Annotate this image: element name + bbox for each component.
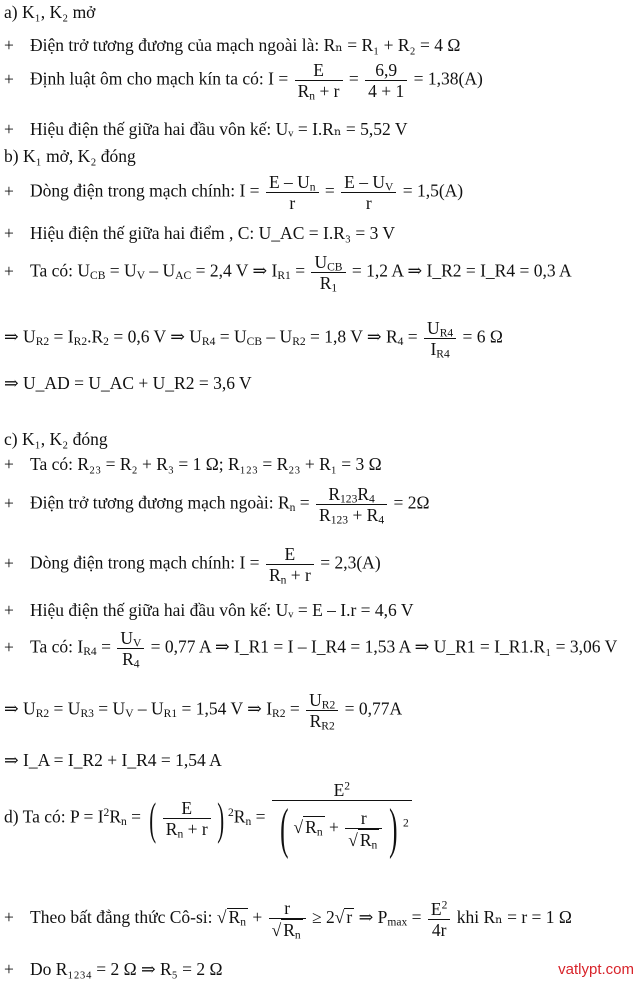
frac-d-e: $\frac{E}{R_n + r}$ <box>163 798 211 839</box>
frac-b-r4: $\frac{U_{R4}}{I_{R4}}$ <box>424 318 456 359</box>
line-b5: ⇒ U_AD = U_AC + U_R2 = 3,6 V <box>4 373 252 393</box>
frac-c-i: $\frac{E}{R_n + r}$ <box>266 544 314 585</box>
frac-c-rn: $\frac{R_{123}R_4}{R_{123} + R_4}$ <box>316 484 387 525</box>
frac-c-ir4: $\frac{U_V}{R_4}$ <box>117 628 144 669</box>
line-d1: d) Ta có: $P = I^2R_n$ = ( $\frac{E}{R_n + r}$ ) $^2R_n$ = $E^2$ ( √ $R_n$ + $\frac{r}{√ R_n}$ ) $^2$ <box>4 780 414 857</box>
line-d3: + Do R₁₂₃₄ = 2 Ω ⇒ R₅ = 2 Ω <box>4 959 223 979</box>
line-b3: + Ta có: $U_{CB} = U_V - U_{AC} = 2,4$ V ⇒ $I_{R1}$ = $\frac{U_{CB}}{R_1}$ = 1,2 A ⇒ I_R2 = I_R4 = 0,3 A <box>4 252 572 295</box>
frac-b-ir1: $\frac{U_{CB}}{R_1}$ <box>311 252 345 293</box>
line-c1: + Ta có: R₂₃ = R₂ + R₃ = 1 Ω; R₁₂₃ = R₂₃ + R₁ = 3 Ω <box>4 454 382 474</box>
section-c-heading: c) K₁, K₂ đóng <box>4 429 108 449</box>
line-c6: ⇒ $U_{R2} = U_{R3} = U_V - U_{R1} = 1,54$ V ⇒ $I_{R2}$ = $\frac{U_{R2}}{R_{R2}}$ = 0,77A <box>4 690 403 733</box>
frac-d-cosi: $\frac{r}{√ R_n}$ <box>269 898 306 940</box>
line-b2: + Hiệu điện thế giữa hai điểm , C: U_AC = I.R₃ = 3 V <box>4 223 396 243</box>
line-c2: + Điện trở tương đương mạch ngoài: $R_n$ = $\frac{R_{123}R_4}{R_{123} + R_4}$ = 2Ω <box>4 484 430 527</box>
frac-a-values: $\frac{6,9}{4 + 1}$ <box>365 60 407 101</box>
line-a3: + Hiệu điện thế giữa hai đầu vôn kế: Uᵥ = I.Rₙ = 5,52 V <box>4 119 408 139</box>
frac-a-i: $\frac{E}{R_n + r}$ <box>295 60 343 101</box>
line-c4: + Hiệu điện thế giữa hai đầu vôn kế: Uᵥ = E – I.r = 4,6 V <box>4 600 414 620</box>
line-a1: + Điện trở tương đương của mạch ngoài là: Rₙ = R₁ + R₂ = 4 Ω <box>4 35 461 55</box>
section-a-heading: a) K₁, K₂ mở <box>4 2 96 22</box>
frac-b-i2: $\frac{E - U_V}{r}$ <box>341 172 396 213</box>
frac-d-p: $E^2$ ( √ $R_n$ + $\frac{r}{√ R_n}$ ) $^2$ <box>272 780 412 857</box>
line-a2: + Định luật ôm cho mạch kín ta có: I = $\frac{E}{R_n + r}$ = $\frac{6,9}{4 + 1}$ = 1,38(A) <box>4 60 483 103</box>
line-d2: + Theo bất đẳng thức Cô-si: √ $R_n$ + $\frac{r}{√ R_n}$ ≥ 2√ r ⇒ $P_{max}$ = $\frac{E^2}{4r}$ khi Rₙ = r = 1 Ω <box>4 898 572 942</box>
watermark: vatlypt.com <box>558 961 634 978</box>
line-b4: ⇒ $U_{R2} = I_{R2}.R_2 = 0,6$ V ⇒ $U_{R4} = U_{CB} - U_{R2} = 1,8$ V ⇒ $R_4$ = $\frac{U_{R4}}{I_{R4}}$ = 6 Ω <box>4 318 503 361</box>
frac-d-pmax: $\frac{E^2}{4r}$ <box>428 899 450 940</box>
section-b-heading: b) K₁ mở, K₂ đóng <box>4 146 136 166</box>
line-c7: ⇒ I_A = I_R2 + I_R4 = 1,54 A <box>4 750 222 770</box>
line-c5: + Ta có: $I_{R4}$ = $\frac{U_V}{R_4}$ = 0,77 A ⇒ I_R1 = I – I_R4 = 1,53 A ⇒ U_R1 = I_R1.R₁ = 3,06 V <box>4 628 618 671</box>
frac-c-ir2: $\frac{U_{R2}}{R_{R2}}$ <box>306 690 338 731</box>
line-b1: + Dòng điện trong mạch chính: I = $\frac{E - U_n}{r}$ = $\frac{E - U_V}{r}$ = 1,5(A) <box>4 172 464 214</box>
line-c3: + Dòng điện trong mạch chính: I = $\frac{E}{R_n + r}$ = 2,3(A) <box>4 544 381 587</box>
frac-b-i1: $\frac{E - U_n}{r}$ <box>266 172 319 213</box>
